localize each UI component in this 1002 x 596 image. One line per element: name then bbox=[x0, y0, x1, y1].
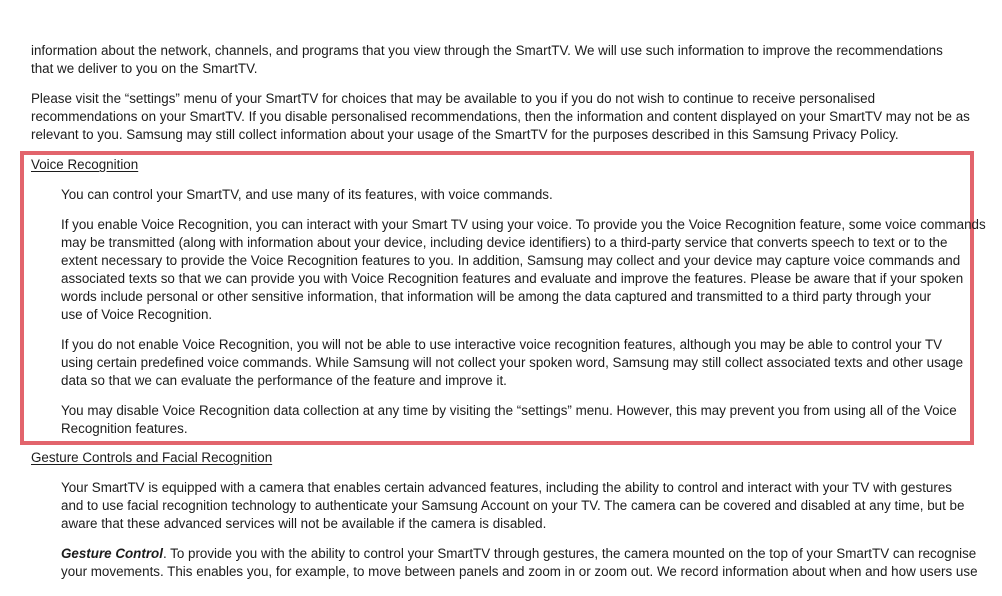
text-line: that we deliver to you on the SmartTV. bbox=[31, 61, 258, 76]
text-line bbox=[61, 545, 978, 563]
text-line: may be transmitted (along with information about your device, including device identifiers) to a third-party service that converts speech to text or to the bbox=[61, 235, 948, 250]
text-line: If you enable Voice Recognition, you can interact with your Smart TV using your voice. To provide you the Voice Recognition feature, some voice commands bbox=[61, 217, 986, 232]
text-line: words include personal or other sensitive information, that information will be among the data captured and transmitted to a third party through your bbox=[61, 289, 932, 304]
text-line: recommendations on your SmartTV. If you disable personalised recommendations, then the information and content displayed on your SmartTV may not be as bbox=[31, 109, 970, 124]
text-line: your movements. This enables you, for example, to move between panels and zoom in or zoom out. We record information about when and how users use bbox=[61, 564, 978, 579]
voice-recognition-paragraph-2 bbox=[61, 216, 986, 324]
voice-recognition-paragraph-1 bbox=[61, 186, 553, 204]
text-line: Recognition features. bbox=[61, 421, 188, 436]
voice-recognition-paragraph-4 bbox=[61, 402, 957, 438]
gesture-controls-heading: Gesture Controls and Facial Recognition bbox=[31, 450, 273, 465]
text-line: You may disable Voice Recognition data collection at any time by visiting the “settings” menu. However, this may prevent you from using all of the Voice bbox=[61, 403, 957, 418]
gesture-paragraph-1 bbox=[61, 479, 964, 533]
intro-paragraph-2 bbox=[31, 90, 970, 144]
text-line: aware that these advanced services will not be available if the camera is disabled. bbox=[61, 516, 547, 531]
text-line: You can control your SmartTV, and use many of its features, with voice commands. bbox=[61, 187, 553, 202]
text-line: and to use facial recognition technology to authenticate your Samsung Account on your TV. The camera can be covered and disabled at any time, but be bbox=[61, 498, 965, 513]
text-line: associated texts so that we can provide you with Voice Recognition features and evaluate and improve the features. Please be aware that if your spoken bbox=[61, 271, 964, 286]
text-line: use of Voice Recognition. bbox=[61, 307, 213, 322]
voice-recognition-paragraph-3 bbox=[61, 336, 963, 390]
text-line: Your SmartTV is equipped with a camera that enables certain advanced features, including the ability to control and interact with your TV with gestures bbox=[61, 480, 952, 495]
text-line: relevant to you. Samsung may still collect information about your usage of the SmartTV for the purposes described in this Samsung Privacy Policy. bbox=[31, 127, 899, 142]
text-line: If you do not enable Voice Recognition, you will not be able to use interactive voice recognition features, although you may be able to control your TV bbox=[61, 337, 943, 352]
text-line: Please visit the “settings” menu of your SmartTV for choices that may be available to you if you do not wish to continue to receive personalised bbox=[31, 91, 876, 106]
text-line: using certain predefined voice commands. While Samsung will not collect your spoken word, Samsung may still collect associated texts and other usage bbox=[61, 355, 964, 370]
gesture-control-lead: Gesture Control bbox=[61, 546, 163, 561]
text-line: information about the network, channels, and programs that you view through the SmartTV. We will use such information to improve the recommendations bbox=[31, 43, 943, 58]
text-line: data so that we can evaluate the performance of the feature and improve it. bbox=[61, 373, 507, 388]
text-fragment: . To provide you with the ability to control your SmartTV through gestures, the camera mounted on the top of your SmartTV can recognise bbox=[162, 546, 977, 561]
intro-paragraph-1 bbox=[31, 42, 943, 78]
voice-recognition-heading: Voice Recognition bbox=[31, 157, 139, 172]
gesture-paragraph-2 bbox=[61, 545, 978, 581]
text-line: extent necessary to provide the Voice Recognition features to you. In addition, Samsung may collect and your device may capture voice commands and bbox=[61, 253, 961, 268]
